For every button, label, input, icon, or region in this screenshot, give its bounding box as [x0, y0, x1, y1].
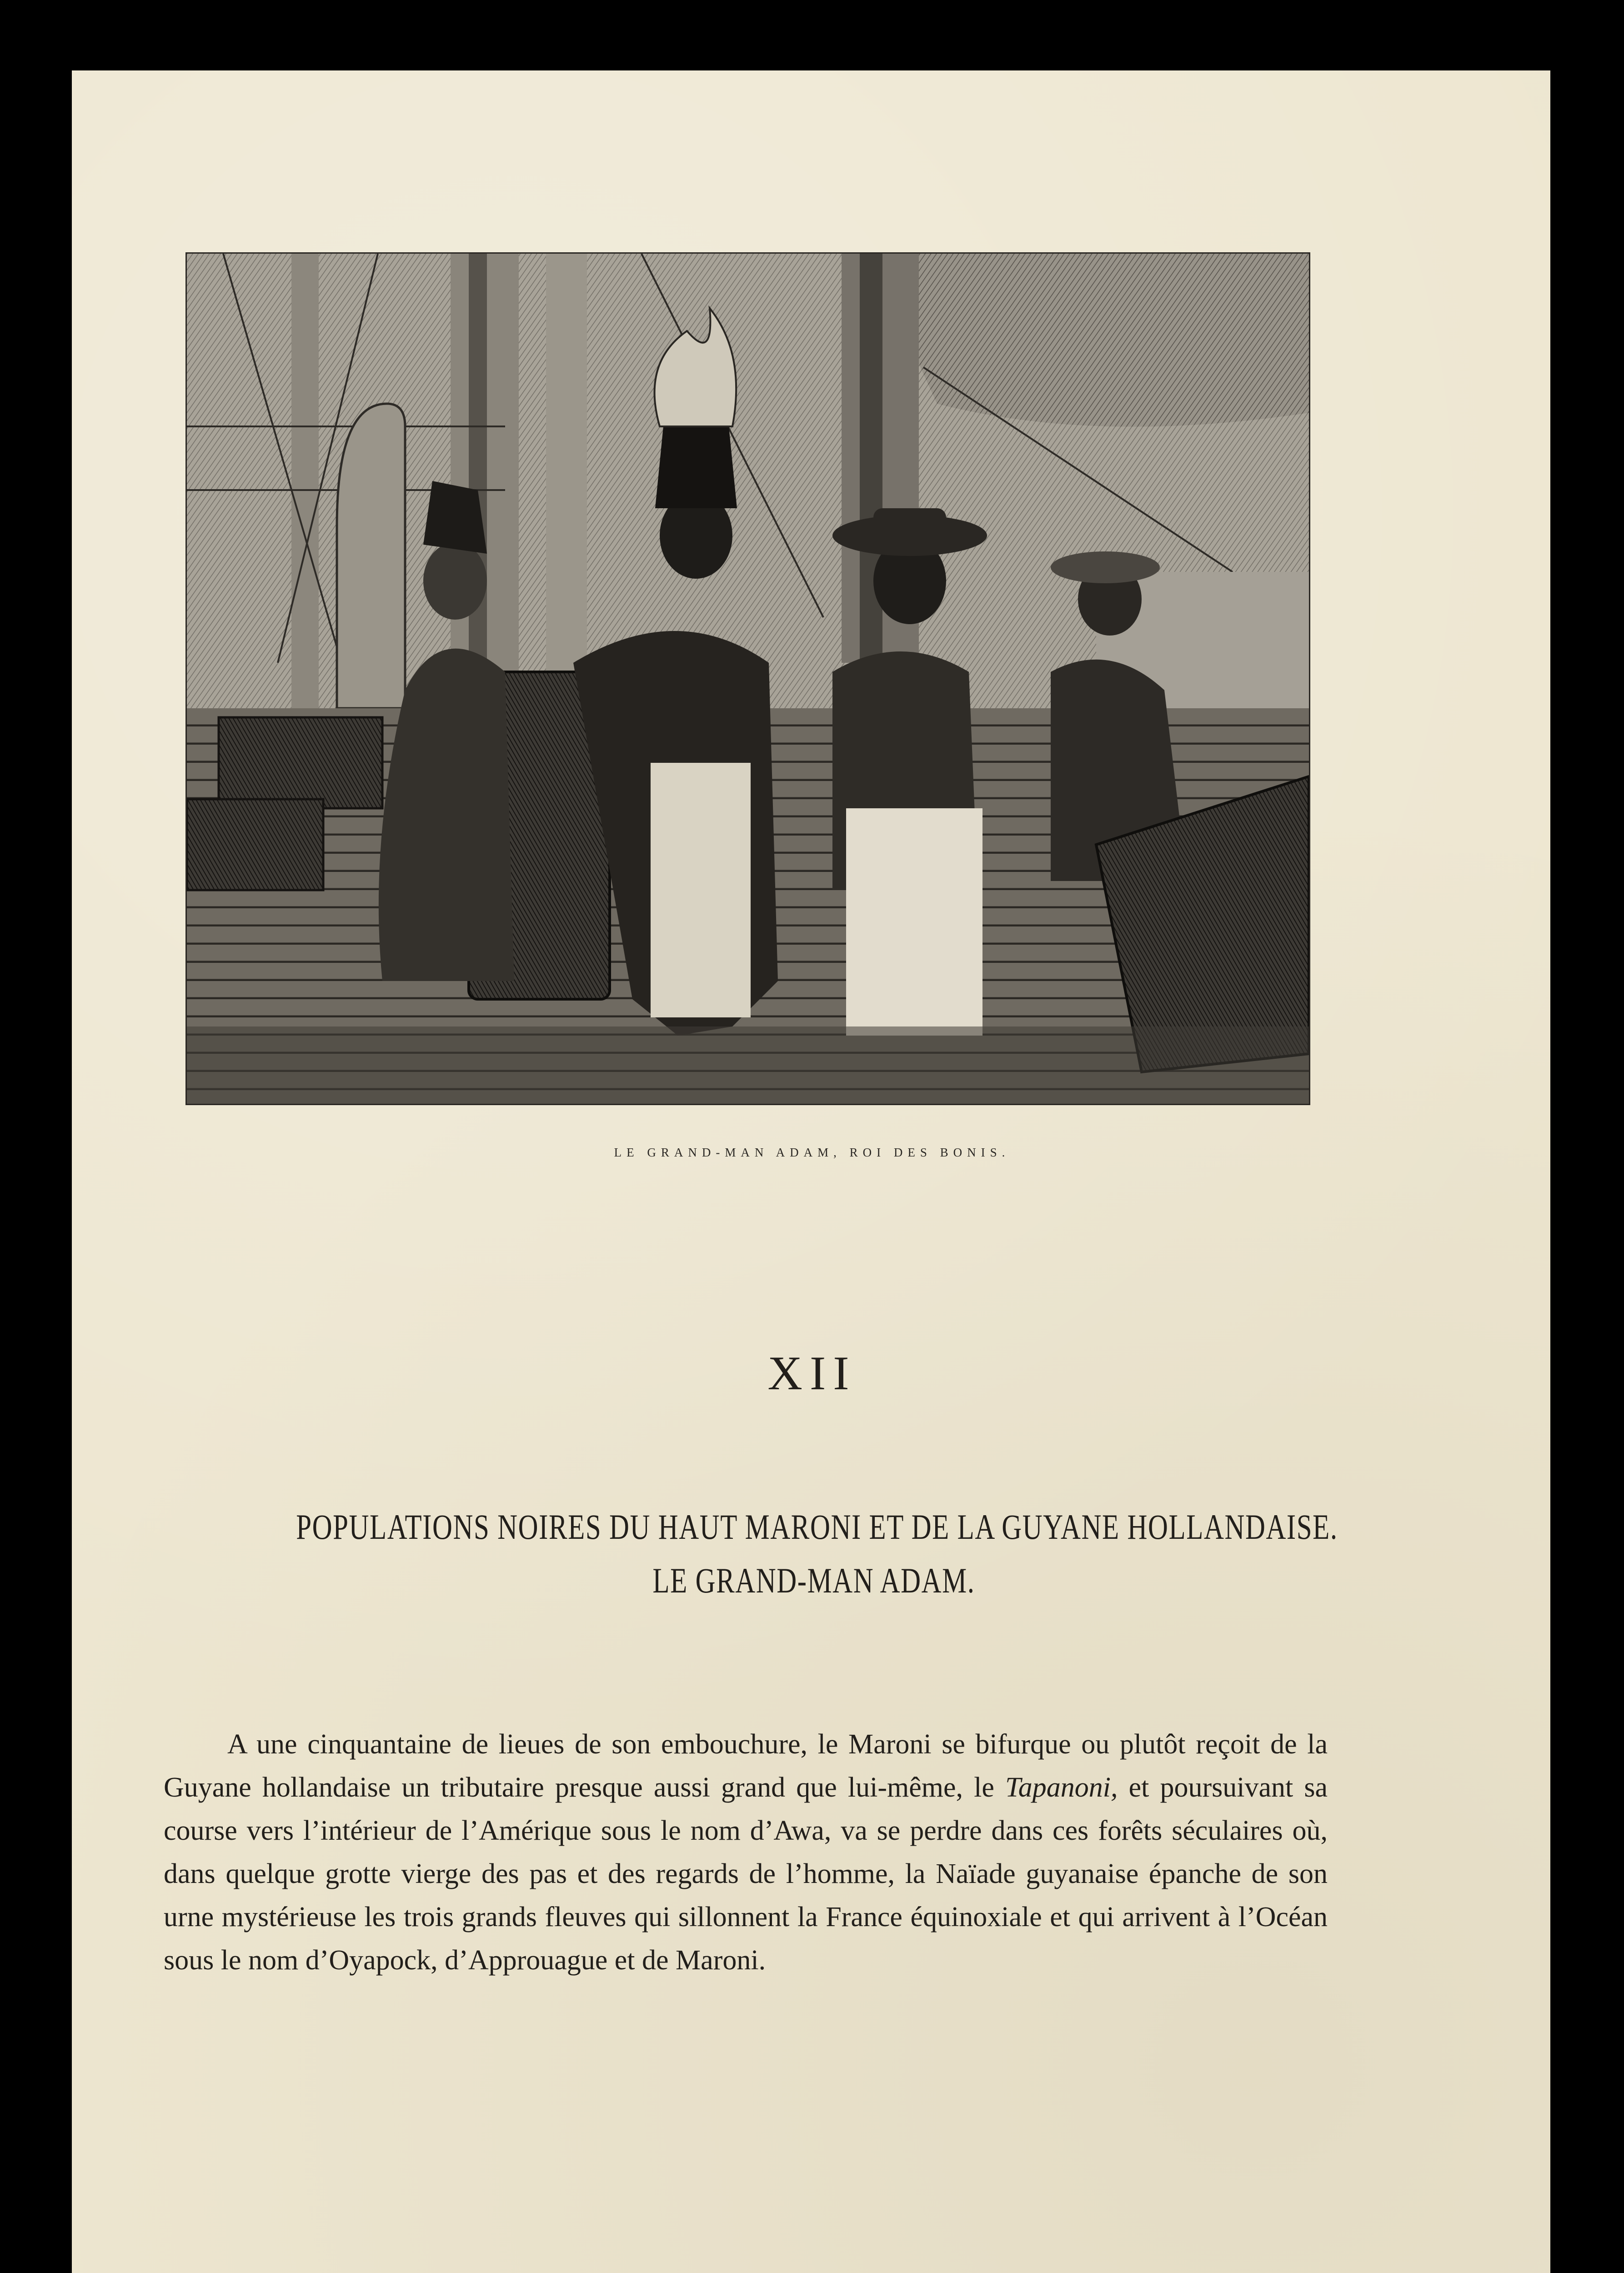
chapter-number: XII [767, 1347, 857, 1400]
paragraph-part-1: A une cinquantaine de lieues de son embouchure, le Maroni se bifurque ou plutôt reçoit de la Guyane hollandaise un tributaire presque aussi grand que lui-même, le [164, 1729, 1328, 1803]
illustration-caption: LE GRAND-MAN ADAM, ROI DES BONIS. [614, 1146, 1010, 1159]
chapter-title-line-2: LE GRAND-MAN ADAM. [652, 1561, 975, 1600]
paragraph-part-2: et poursuivant sa course vers l’intérieur de l’Amérique sous le nom d’Awa, va se perdre dans ces forêts séculaires où, dans quelque grotte vierge des pas et des regards de l’homme, la Naïade guyanaise épanche de son urne mystérieuse les trois grands fleuves qui sillonnent la France équinoxiale et qui arrivent à l’Océan sous le nom d’Oyapock, d’Approuague et de Maroni. [164, 1772, 1328, 1976]
chapter-title [296, 1500, 1338, 1607]
chapter-title-line-1: POPULATIONS NOIRES DU HAUT MARONI ET DE LA GUYANE HOLLANDAISE. [296, 1507, 1338, 1547]
engraving-illustration [185, 252, 1310, 1105]
body-paragraph [164, 1723, 1328, 1982]
body-text [164, 1723, 1328, 1982]
paragraph-italic-name: Tapanoni, [1005, 1772, 1118, 1803]
engraving-illustration-drawing [187, 254, 1309, 1104]
